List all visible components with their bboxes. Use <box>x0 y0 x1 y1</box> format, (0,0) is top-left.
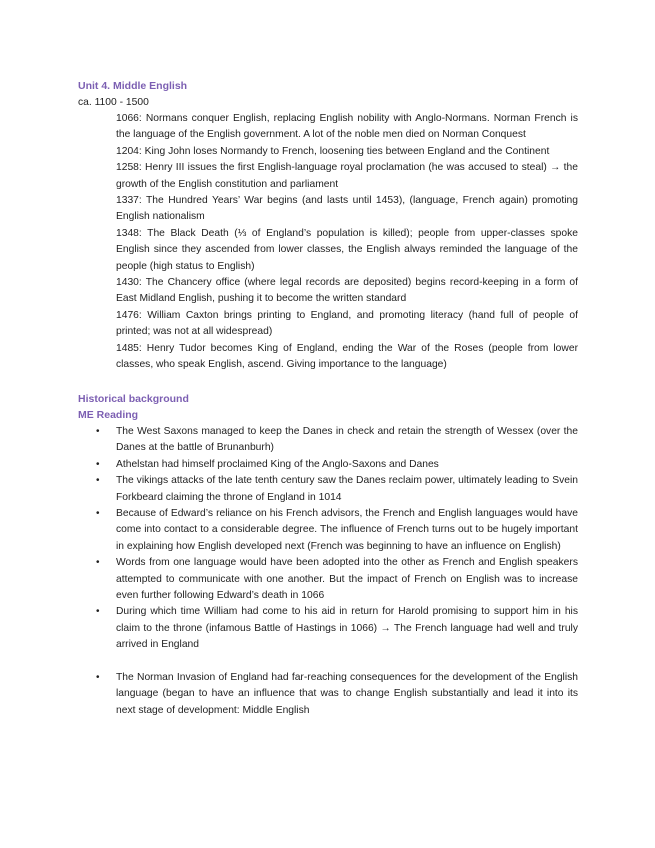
bullet-icon: • <box>96 458 100 470</box>
timeline-entry: 1348: The Black Death (⅓ of England’s population is killed); people from upper-classes spoke English since they ascended from lower classes, the English always reminded the language of the people (high status to English) <box>116 227 578 272</box>
timeline-entry: 1476: William Caxton brings printing to England, and promoting literacy (hand full of people of printed; was not at all widespread) <box>116 309 578 338</box>
list-item <box>96 555 578 604</box>
list-item <box>96 670 578 719</box>
timeline-entry: 1485: Henry Tudor becomes King of England, ending the War of the Roses (people from lower classes, who speak English, ascend. Giving importance to the language) <box>116 342 578 371</box>
list-item-text: The Norman Invasion of England had far-reaching consequences for the development of the English language (began to have an influence that was to change English substantially and lead it into its next stage of development: Middle English <box>116 671 578 716</box>
list-item <box>96 457 578 473</box>
date-range: ca. 1100 - 1500 <box>78 97 149 108</box>
bullet-icon: • <box>96 671 100 683</box>
bullet-icon: • <box>96 557 100 569</box>
timeline-list <box>116 111 578 374</box>
bullet-icon: • <box>96 508 100 520</box>
timeline-entry: 1430: The Chancery office (where legal records are deposited) begins record-keeping in a form of East Midland English, pushing it to become the written standard <box>116 277 578 305</box>
list-item-text: Because of Edward’s reliance on his French advisors, the French and English languages would have come into contact to a considerable degree. The influence of French turns out to be hugely important in explaining how English developed next (French was beginning to have an influence on English) <box>116 508 578 552</box>
timeline-entry: 1337: The Hundred Years’ War begins (and lasts until 1453), (language, French again) promoting English nationalism <box>116 195 578 223</box>
list-item-text: During which time William had come to his aid in return for Harold promising to support him in his claim to the throne (infamous Battle of Hastings in 1066) → The French language had well and truly arrived in England <box>116 606 578 651</box>
timeline-entry: 1066: Normans conquer English, replacing English nobility with Anglo-Normans. Norman French is the language of the English government. A lot of the noble men died on Norman Conquest <box>116 113 578 141</box>
list-item-text: The West Saxons managed to keep the Danes in check and retain the strength of Wessex (over the Danes at the battle of Brunanburh) <box>116 426 578 454</box>
bullet-icon: • <box>96 426 100 437</box>
list-item <box>96 604 578 653</box>
list-item <box>96 506 578 555</box>
list-item <box>96 473 578 506</box>
section-title: Historical background <box>78 393 189 405</box>
list-item-text: Words from one language would have been adopted into the other as French and English speakers attempted to communicate with one another. But the impact of French on English was to increase even further following Edward’s death in 1066 <box>116 557 578 602</box>
list-item-text: The vikings attacks of the late tenth century saw the Danes reclaim power, ultimately leading to Svein Forkbeard claiming the throne of England in 1014 <box>116 475 578 503</box>
list-item-text: Athelstan had himself proclaimed King of the Anglo-Saxons and Danes <box>116 458 439 470</box>
bullet-icon: • <box>96 475 100 487</box>
bullet-list <box>0 424 655 719</box>
bullet-icon: • <box>96 606 100 618</box>
list-item <box>96 424 578 457</box>
unit-title: Unit 4. Middle English <box>78 80 188 92</box>
timeline-entry: 1204: King John loses Normandy to French, loosening ties between England and the Continent <box>116 145 550 157</box>
subsection-title: ME Reading <box>78 409 139 421</box>
timeline-entry: 1258: Henry III issues the first English-language royal proclamation (he was accused to steal) → the growth of the English constitution and parliament <box>116 162 578 190</box>
